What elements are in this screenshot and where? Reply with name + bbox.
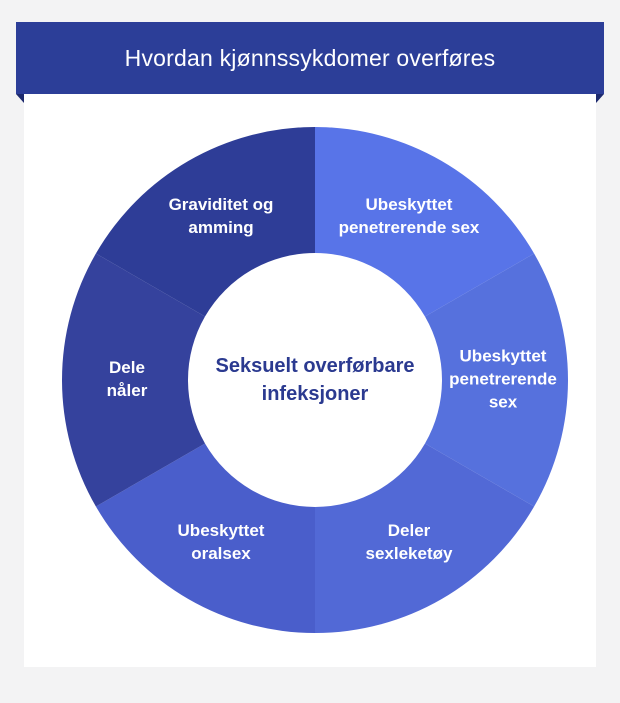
donut-segment-label-top-right: Ubeskyttet penetrerende sex xyxy=(338,195,480,238)
donut-segment-label-right: Ubeskyttet penetrerende sex xyxy=(449,346,557,412)
donut-segment-label-bottom-right: Deler sexleketøy xyxy=(365,520,453,563)
donut-center-label: Seksuelt overførbare infeksjoner xyxy=(215,355,415,405)
banner-fold-right xyxy=(596,94,604,103)
donut-segment-label-bottom-left: Ubeskyttet oralsex xyxy=(177,520,265,563)
title-banner xyxy=(16,22,604,94)
banner-fold-left xyxy=(16,94,24,103)
content-card xyxy=(24,94,596,667)
donut-segment-label-left: Dele nåler xyxy=(106,358,148,400)
page-title: Hvordan kjønnssykdomer overføres xyxy=(124,44,496,71)
donut-segment-label-top-left: Graviditet og amming xyxy=(168,195,274,238)
